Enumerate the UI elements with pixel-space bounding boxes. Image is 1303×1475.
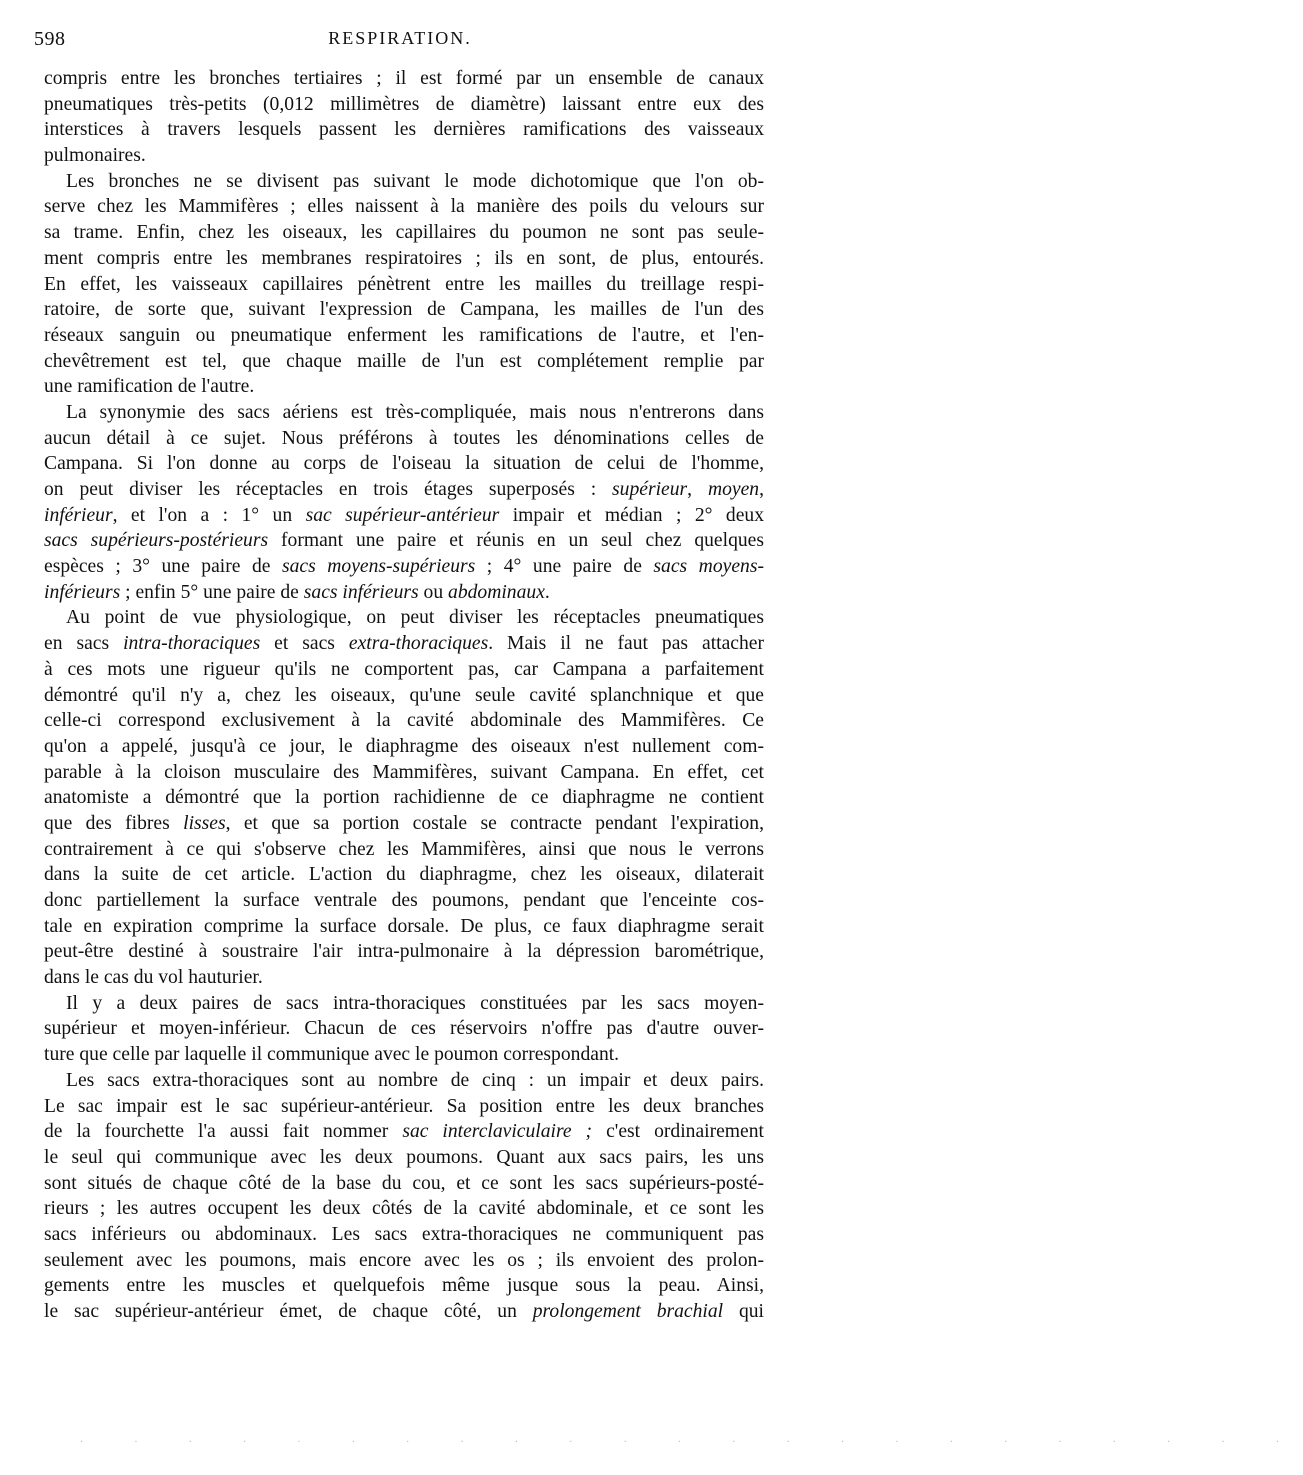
- text-line: dans la suite de cet article. L'action du diaphragme, chez les oiseaux, dilaterait: [44, 864, 764, 886]
- paragraph: [44, 1068, 764, 1325]
- body-text: [44, 66, 764, 1325]
- text-line: inférieur, et l'on a : 1° un sac supérieur-antérieur impair et médian ; 2° deux: [44, 504, 765, 526]
- paragraph: [44, 605, 764, 990]
- text-line: Les sacs extra-thoraciques sont au nombre de cinq : un impair et deux pairs.: [66, 1069, 764, 1091]
- text-line: aucun détail à ce sujet. Nous préférons à toutes les dénominations celles de: [44, 427, 764, 449]
- bottom-margin-marks: · · · · · · · · · · · · · · · · · · · · · · ·: [80, 1437, 1303, 1448]
- text-line: gements entre les muscles et quelquefois même jusque sous la peau. Ainsi,: [44, 1275, 764, 1297]
- text-line: le sac supérieur-antérieur émet, de chaque côté, un prolongement brachial qui: [44, 1301, 765, 1322]
- text-line: ture que celle par laquelle il communique avec le poumon correspondant.: [44, 1044, 620, 1066]
- text-line: sacs supérieurs-postérieurs formant une paire et réunis en un seul chez quelques: [44, 530, 764, 552]
- text-line: à ces mots une rigueur qu'ils ne comportent pas, car Campana a parfaitement: [44, 658, 764, 680]
- running-title: RESPIRATION.: [328, 28, 472, 48]
- text-line: réseaux sanguin ou pneumatique enferment les ramifications de l'autre, et l'en-: [44, 324, 764, 346]
- text-line: seulement avec les poumons, mais encore avec les os ; ils envoient des prolon-: [44, 1249, 764, 1271]
- text-line: Campana. Si l'on donne au corps de l'oiseau la situation de celui de l'homme,: [44, 453, 764, 475]
- text-line: Il y a deux paires de sacs intra-thoraciques constituées par les sacs moyen-: [66, 992, 764, 1014]
- text-line: ratoire, de sorte que, suivant l'expression de Campana, les mailles de l'un des: [44, 299, 764, 321]
- text-line: sacs inférieurs ou abdominaux. Les sacs extra-thoraciques ne communiquent pas: [44, 1223, 764, 1245]
- text-line: donc partiellement la surface ventrale des poumons, pendant que l'enceinte cos-: [44, 890, 764, 911]
- text-line: chevêtrement est tel, que chaque maille de l'un est complétement remplie par: [44, 350, 764, 372]
- text-line: tale en expiration comprime la surface dorsale. De plus, ce faux diaphragme serait: [44, 915, 764, 937]
- text-line: pneumatiques très-petits (0,012 millimètres de diamètre) laissant entre eux des: [44, 93, 764, 115]
- text-line: inférieurs ; enfin 5° une paire de sacs inférieurs ou abdominaux.: [44, 581, 550, 603]
- text-line: interstices à travers lesquels passent les dernières ramifications des vaisseaux: [44, 119, 764, 141]
- text-line: de la fourchette l'a aussi fait nommer sac interclaviculaire ; c'est ordinairement: [44, 1121, 764, 1143]
- text-line: on peut diviser les réceptacles en trois étages superposés : supérieur, moyen,: [44, 479, 764, 500]
- text-line: pulmonaires.: [44, 145, 146, 167]
- paragraph: [44, 66, 764, 169]
- paragraph: [44, 991, 764, 1068]
- text-line: que des fibres lisses, et que sa portion costale se contracte pendant l'expiration,: [44, 812, 764, 834]
- text-line: une ramification de l'autre.: [44, 376, 255, 398]
- text-line: Au point de vue physiologique, on peut diviser les réceptacles pneumatiques: [66, 607, 764, 629]
- page-number: 598: [34, 28, 66, 50]
- text-line: peut-être destiné à soustraire l'air intra-pulmonaire à la dépression barométrique,: [44, 941, 764, 963]
- text-line: sa trame. Enfin, chez les oiseaux, les capillaires du poumon ne sont pas seule-: [44, 222, 764, 244]
- text-line: La synonymie des sacs aériens est très-compliquée, mais nous n'entrerons dans: [66, 401, 764, 423]
- text-line: serve chez les Mammifères ; elles naissent à la manière des poils du velours sur: [44, 196, 764, 218]
- text-line: Le sac impair est le sac supérieur-antérieur. Sa position entre les deux branches: [44, 1095, 764, 1117]
- text-line: supérieur et moyen-inférieur. Chacun de ces réservoirs n'offre pas d'autre ouver-: [44, 1018, 764, 1040]
- page-header: [34, 28, 766, 60]
- text-line: En effet, les vaisseaux capillaires pénètrent entre les mailles du treillage respi-: [44, 273, 764, 295]
- text-line: qu'on a appelé, jusqu'à ce jour, le diaphragme des oiseaux n'est nullement com-: [44, 735, 764, 757]
- text-line: anatomiste a démontré que la portion rachidienne de ce diaphragme ne contient: [44, 787, 764, 809]
- text-line: le seul qui communique avec les deux poumons. Quant aux sacs pairs, les uns: [44, 1146, 764, 1168]
- text-line: Les bronches ne se divisent pas suivant le mode dichotomique que l'on ob-: [66, 170, 764, 192]
- text-line: compris entre les bronches tertiaires ; il est formé par un ensemble de canaux: [44, 68, 764, 89]
- paragraph: [44, 400, 764, 606]
- text-line: celle-ci correspond exclusivement à la cavité abdominale des Mammifères. Ce: [44, 710, 764, 732]
- text-line: rieurs ; les autres occupent les deux côtés de la cavité abdominale, et ce sont les: [44, 1198, 764, 1220]
- text-line: contrairement à ce qui s'observe chez les Mammifères, ainsi que nous le verrons: [44, 838, 764, 860]
- text-line: ment compris entre les membranes respiratoires ; ils en sont, de plus, entourés.: [44, 247, 764, 269]
- text-line: sont situés de chaque côté de la base du cou, et ce sont les sacs supérieurs-posté-: [44, 1172, 764, 1194]
- text-line: dans le cas du vol hauturier.: [44, 967, 263, 989]
- paragraph: [44, 169, 764, 400]
- text-line: parable à la cloison musculaire des Mammifères, suivant Campana. En effet, cet: [44, 761, 764, 783]
- text-line: démontré qu'il n'y a, chez les oiseaux, qu'une seule cavité splanchnique et que: [44, 684, 764, 706]
- text-line: espèces ; 3° une paire de sacs moyens-supérieurs ; 4° une paire de sacs moyens-: [44, 556, 764, 578]
- text-line: en sacs intra-thoraciques et sacs extra-thoraciques. Mais il ne faut pas attacher: [44, 633, 765, 655]
